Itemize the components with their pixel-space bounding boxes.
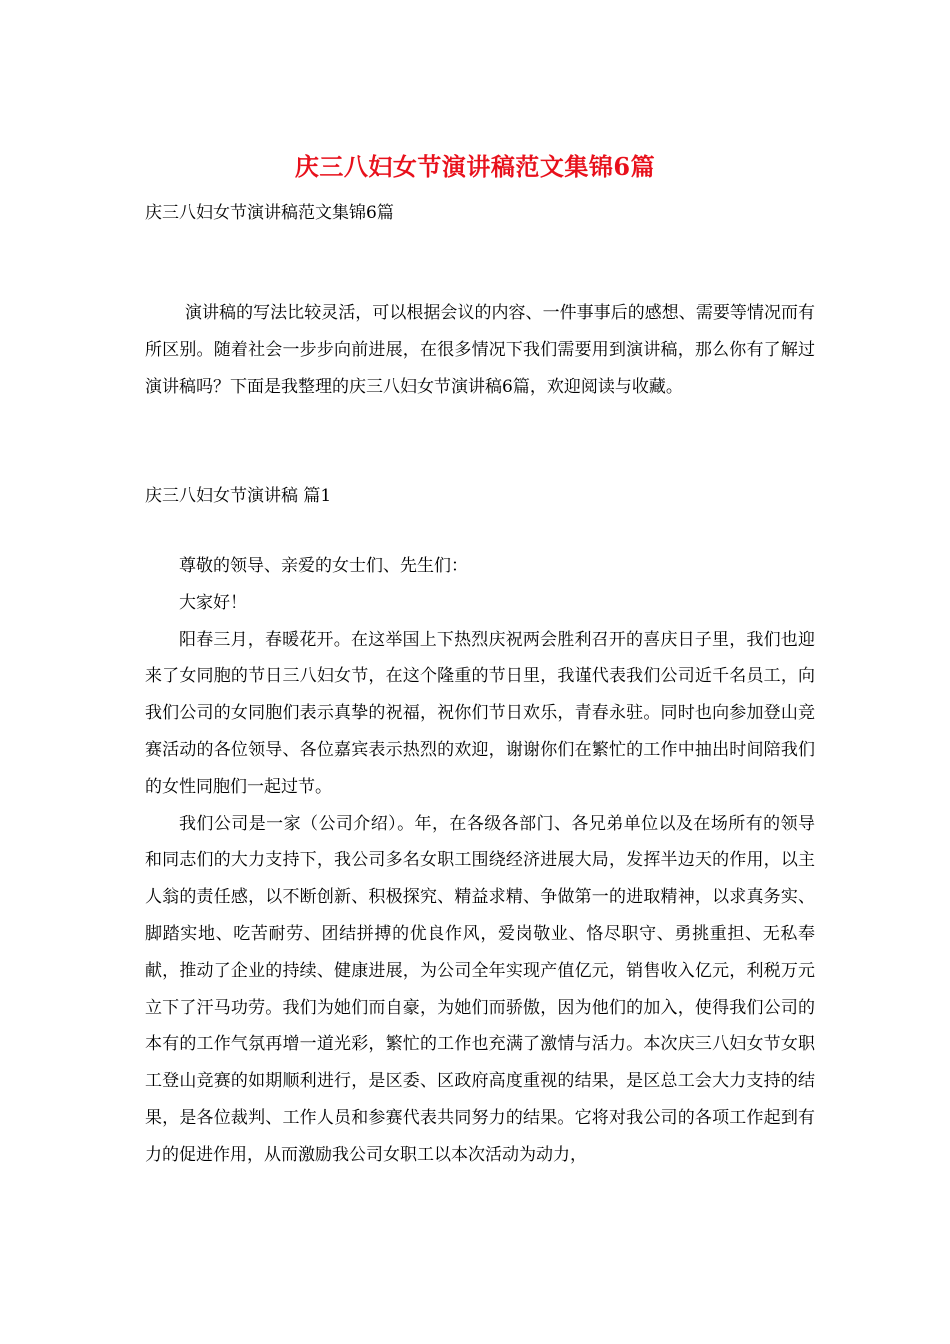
body-paragraph: 我们公司是一家（公司介绍）。年，在各级各部门、各兄弟单位以及在场所有的领导和同志们的大力支持下，我公司多名女职工围绕经济进展大局，发挥半边天的作用，以主人翁的责任感，以不断创新、积极探究、精益求精、争做第一的进取精神，以求真务实、脚踏实地、吃苦耐劳、团结拼搏的优良作风，爱岗敬业、恪尽职守、勇挑重担、无私奉献，推动了企业的持续、健康进展，为公司全年实现产值亿元，销售收入亿元，利税万元立下了汗马功劳。我们为她们而自豪，为她们而骄傲，因为他们的加入，使得我们公司的本有的工作气氛再增一道光彩，繁忙的工作也充满了激情与活力。本次庆三八妇女节女职工登山竞赛的如期顺利进行，是区委、区政府高度重视的结果，是区总工会大力支持的结果，是各位裁判、工作人员和参赛代表共同努力的结果。它将对我公司的各项工作起到有力的促进作用，从而激励我公司女职工以本次活动为动力，: [145, 813, 815, 1165]
document-title: 庆三八妇女节演讲稿范文集锦6篇: [294, 152, 656, 181]
intro-paragraph: [145, 295, 815, 405]
salutation-paragraph: 尊敬的领导、亲爱的女士们、先生们：: [179, 556, 468, 576]
greeting-paragraph: 大家好！: [179, 592, 247, 613]
speech-body: [145, 548, 815, 1174]
document-subtitle: 庆三八妇女节演讲稿范文集锦6篇: [145, 203, 394, 223]
body-paragraph: 阳春三月，春暖花开。在这举国上下热烈庆祝两会胜利召开的喜庆日子里，我们也迎来了女同胞的节日三八妇女节，在这个隆重的节日里，我谨代表我们公司近千名员工，向我们公司的女同胞们表示真挚的祝福，祝你们节日欢乐，青春永驻。同时也向参加登山竞赛活动的各位领导、各位嘉宾表示热烈的欢迎，谢谢你们在繁忙的工作中抽出时间陪我们的女性同胞们一起过节。: [145, 629, 815, 797]
section-heading: 庆三八妇女节演讲稿 篇1: [145, 486, 332, 506]
intro-text: 演讲稿的写法比较灵活，可以根据会议的内容、一件事事后的感想、需要等情况而有所区别。随着社会一步步向前进展，在很多情况下我们需要用到演讲稿，那么你有了解过演讲稿吗？下面是我整理的庆三八妇女节演讲稿6篇，欢迎阅读与收藏。: [145, 303, 815, 397]
